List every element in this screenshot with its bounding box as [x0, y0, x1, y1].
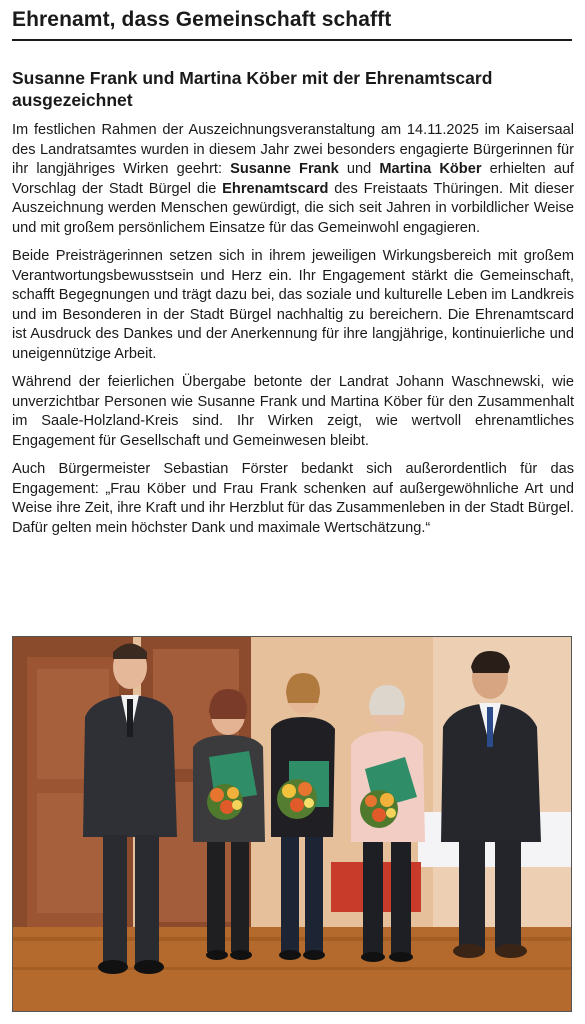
article-body [12, 121, 574, 547]
article-headline: Susanne Frank und Martina Köber mit der Ehrenamtscard ausgezeichnet [12, 68, 493, 110]
paragraph-2: Beide Preisträgerinnen setzen sich in ihrem jeweiligen Wirkungsbereich mit großem Verantwortungsbewusstsein und Herz ein. Ihr Engagement stärkt die Gemeinschaft, schafft Begegnungen und trägt dazu bei, das soziale und kulturelle Leben im Landkreis und im Besonderen in der Stadt Bürgel nachhaltig zu bereichern. Die Ehrenamtscard ist Ausdruck des Dankes und der Anerkennung für ihre langjährige, kontinuierliche und uneigennützige Arbeit. [12, 248, 574, 363]
award-ceremony-photo [12, 636, 572, 1012]
ehrenamtscard-term: Ehrenamtscard [222, 180, 329, 197]
bouquet-2 [277, 779, 317, 819]
name-susanne-frank: Susanne Frank [230, 161, 339, 178]
bouquet-3 [360, 790, 398, 828]
paragraph-1: Im festlichen Rahmen der Auszeichnungsveranstaltung am 14.11.2025 im Kaisersaal des Landratsamtes wurden in diesem Jahr zwei besonders engagierte Bürgerinnen für ihr langjähriges Wirken geehrt: Susanne Frank und Martina Köber erhielten auf Vorschlag der Stadt Bürgel die Ehrenamtscard des Freistaats Thüringen. Mit dieser Auszeichnung werden Menschen gewürdigt, die sich seit Jahren in vorbildlicher Weise und mit großem persönlichem Einsatze für das Gemeinwohl engagieren. [12, 122, 574, 236]
name-martina-koeber: Martina Köber [379, 161, 482, 178]
award-photo-illustration [13, 637, 571, 1011]
paragraph-3: Während der feierlichen Übergabe betonte der Landrat Johann Waschnewski, wie unverzichtbar Personen wie Susanne Frank und Martina Köber für den Zusammenhalt im Saale-Holzland-Kreis sind. Ihr Wirken zeigt, wie wertvoll ehrenamtliches Engagement für Gesellschaft und Gemeinwesen bleibt. [12, 374, 574, 449]
bouquet-1 [207, 784, 243, 820]
paragraph-4: Auch Bürgermeister Sebastian Förster bedankt sich außerordentlich für das Engagement: „Frau Köber und Frau Frank schenken auf außergewöhnliche Art und Weise ihre Zeit, ihre Kraft und ihr Herzblut für das Zusammenleben in der Stadt Bürgel. Dafür gelten mein höchster Dank und maximale Wertschätzung.“ [12, 461, 574, 536]
section-title: Ehrenamt, dass Gemeinschaft schafft [12, 8, 572, 41]
